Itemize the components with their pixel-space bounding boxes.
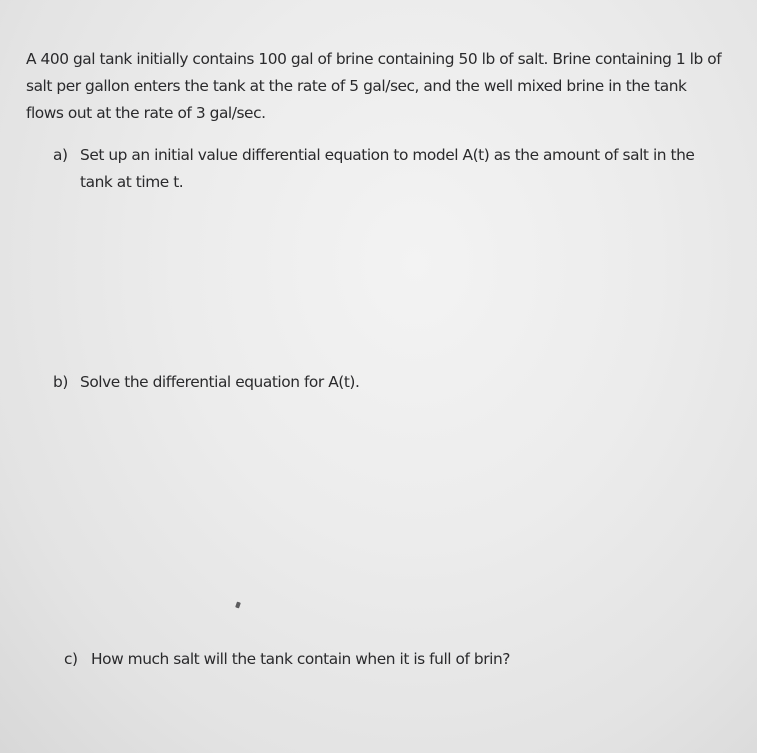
part-b-text: Solve the differential equation for A(t). [80,373,360,391]
question-part-b [53,369,723,396]
question-part-c [64,646,704,673]
part-a-text: Set up an initial value differential equation to model A(t) as the amount of salt in the tank at time t. [80,146,695,191]
part-c-label: c) [64,650,78,668]
part-a-label: a) [53,146,68,164]
part-b-label: b) [53,373,68,391]
question-part-a [53,142,723,196]
pen-mark [235,601,241,608]
problem-statement: A 400 gal tank initially contains 100 gal of brine containing 50 lb of salt. Brine containing 1 lb of salt per gallon enters the tank at the rate of 5 gal/sec, and the well mixed brine in the tank flows out at the rate of 3 gal/sec. [26,50,722,122]
part-c-text: How much salt will the tank contain when it is full of brin? [91,650,510,668]
